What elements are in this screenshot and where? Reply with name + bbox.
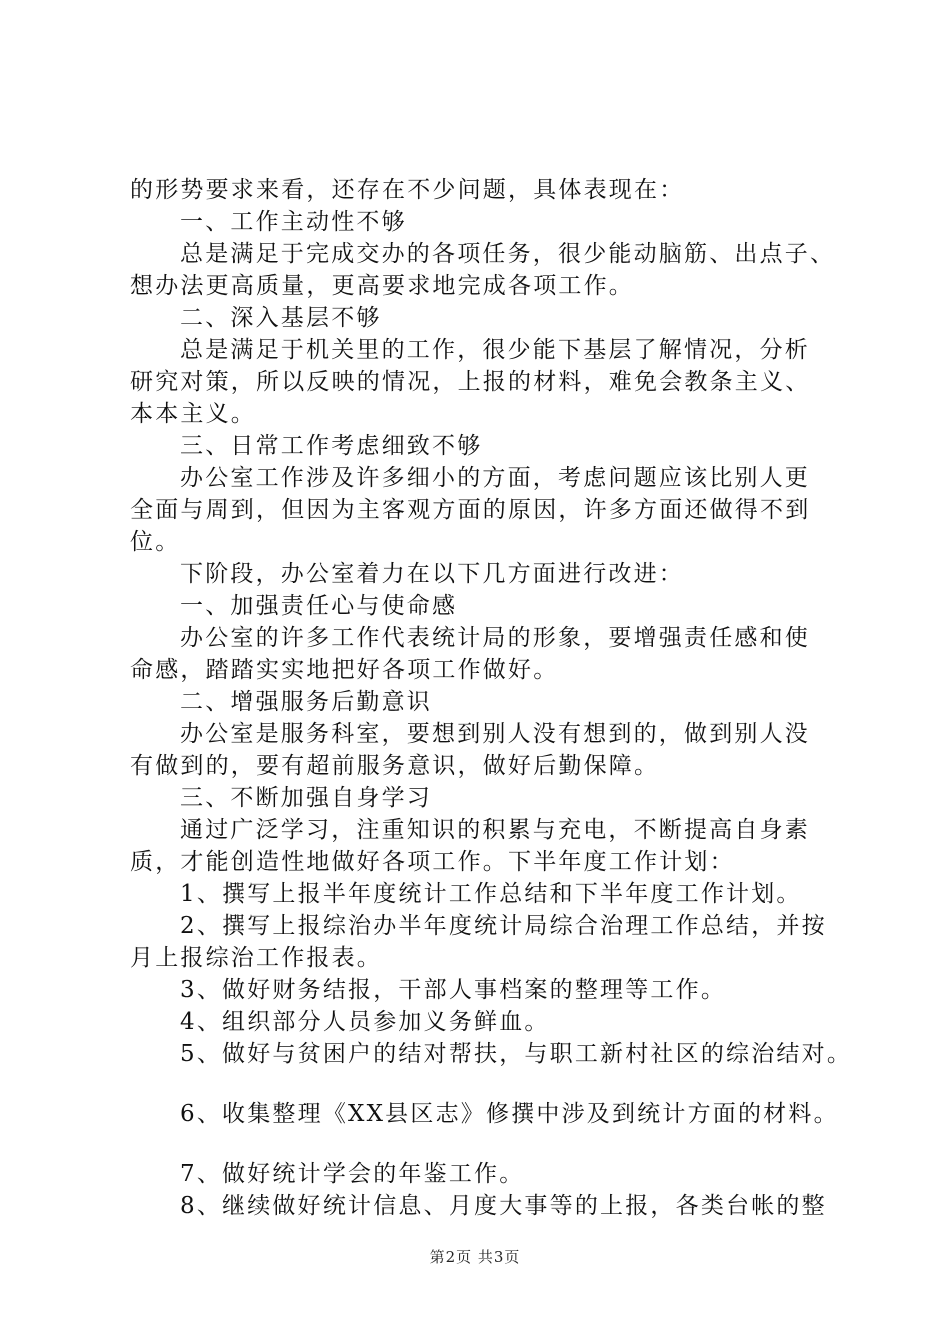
body-line: 通过广泛学习，注重知识的积累与充电，不断提高自身素: [180, 817, 810, 843]
body-line: 想办法更高质量，更高要求地完成各项工作。: [130, 273, 634, 299]
document-body: [130, 174, 853, 1222]
list-item: 3、做好财务结报，干部人事档案的整理等工作。: [180, 977, 727, 1003]
body-line: 有做到的，要有超前服务意识，做好后勤保障。: [130, 753, 660, 779]
list-item: 8、继续做好统计信息、月度大事等的上报，各类台帐的整: [180, 1193, 827, 1219]
body-line: 办公室工作涉及许多细小的方面，考虑问题应该比别人更: [180, 465, 810, 491]
body-line: 本本主义。: [130, 401, 256, 427]
body-line: 下阶段，办公室着力在以下几方面进行改进：: [180, 561, 684, 587]
body-line: 的形势要求来看，还存在不少问题，具体表现在：: [130, 177, 685, 203]
body-line: 命感，踏踏实实地把好各项工作做好。: [130, 657, 559, 683]
section-heading: 二、增强服务后勤意识: [180, 689, 432, 715]
page-number-footer: 第2页 共3页: [429, 1248, 521, 1266]
list-item: 1、撰写上报半年度统计工作总结和下半年度工作计划。: [180, 881, 802, 907]
body-line: 总是满足于完成交办的各项任务，很少能动脑筋、出点子、: [180, 241, 836, 267]
list-item-continuation: 月上报综治工作报表。: [130, 945, 382, 971]
body-line: 质，才能创造性地做好各项工作。下半年度工作计划：: [130, 849, 735, 875]
section-heading: 二、深入基层不够: [180, 305, 382, 331]
list-item: 6、收集整理《XX县区志》修撰中涉及到统计方面的材料。: [180, 1101, 839, 1127]
section-heading: 三、不断加强自身学习: [180, 785, 432, 811]
section-heading: 一、工作主动性不够: [180, 209, 407, 235]
list-item: 4、组织部分人员参加义务鲜血。: [180, 1009, 550, 1035]
section-heading: 一、加强责任心与使命感: [180, 593, 458, 619]
body-line: 位。: [130, 529, 181, 555]
body-line: 总是满足于机关里的工作，很少能下基层了解情况，分析: [180, 337, 810, 363]
body-line: 全面与周到，但因为主客观方面的原因，许多方面还做得不到: [130, 497, 811, 523]
list-item: 5、做好与贫困户的结对帮扶，与职工新村社区的综治结对。: [180, 1041, 853, 1067]
body-line: 办公室的许多工作代表统计局的形象，要增强责任感和使: [180, 625, 810, 651]
list-item: 2、撰写上报综治办半年度统计局综合治理工作总结，并按: [180, 913, 827, 939]
body-line: 研究对策，所以反映的情况，上报的材料，难免会教条主义、: [130, 369, 811, 395]
list-item: 7、做好统计学会的年鉴工作。: [180, 1161, 525, 1187]
body-line: 办公室是服务科室，要想到别人没有想到的，做到别人没: [180, 721, 810, 747]
section-heading: 三、日常工作考虑细致不够: [180, 433, 483, 459]
